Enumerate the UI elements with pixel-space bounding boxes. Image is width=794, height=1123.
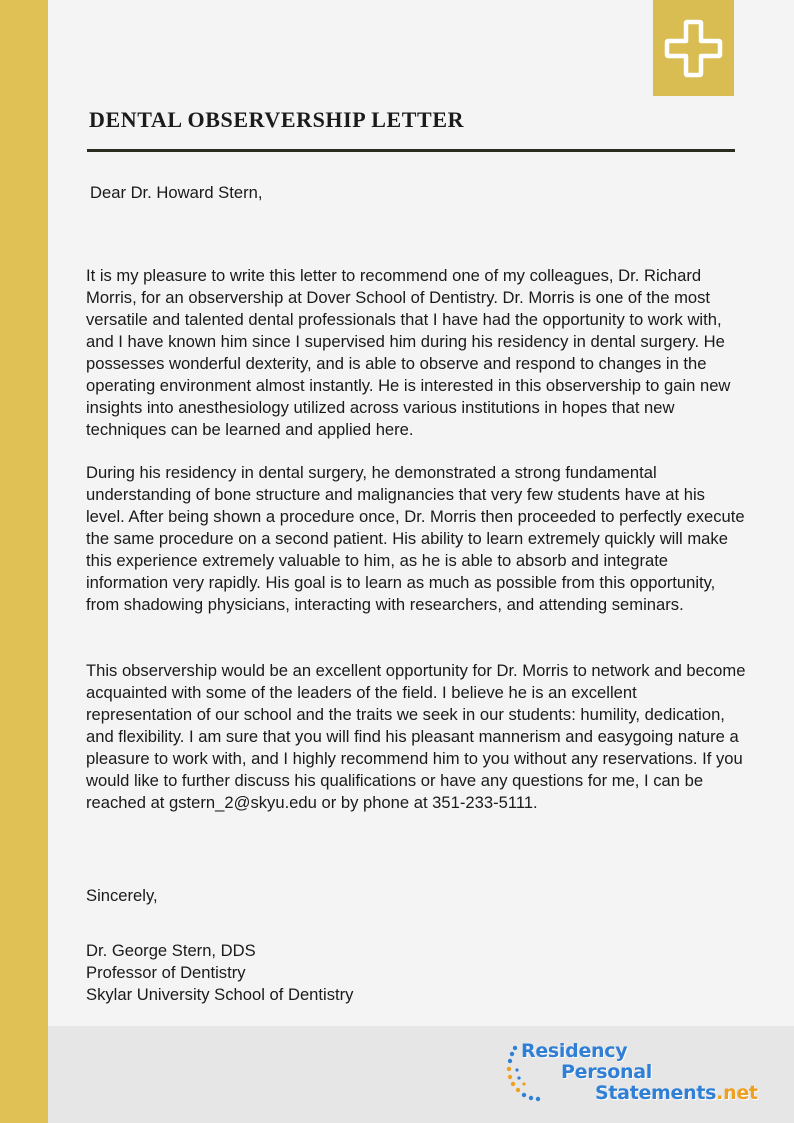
signer-position: Professor of Dentistry xyxy=(86,963,246,982)
signature-block xyxy=(86,940,353,1006)
signer-name: Dr. George Stern, DDS xyxy=(86,941,256,960)
title-divider xyxy=(87,149,735,152)
left-accent-bar xyxy=(0,0,48,1123)
salutation: Dear Dr. Howard Stern, xyxy=(90,183,263,202)
logo-text-residency: Residency xyxy=(521,1040,628,1062)
site-logo xyxy=(505,1040,775,1110)
logo-text-statements xyxy=(595,1084,758,1103)
signer-institution: Skylar University School of Dentistry xyxy=(86,985,354,1004)
body-paragraph-2: During his residency in dental surgery, he demonstrated a strong fundamental understanding of bone structure and malignancies that very few students have at his level. After being shown a procedure once, Dr. Morris then proceeded to perfectly execute the same procedure on a second patient. His ability to learn extremely quickly will make this experience extremely valuable to him, as he is able to absorb and integrate information very rapidly. His goal is to learn as much as possible from this opportunity, from shadowing physicians, interacting with researchers, and attending seminars. xyxy=(86,463,745,614)
logo-text-net: .net xyxy=(716,1082,758,1104)
closing: Sincerely, xyxy=(86,886,158,905)
plus-icon xyxy=(659,13,728,82)
body-paragraph-1: It is my pleasure to write this letter to recommend one of my colleagues, Dr. Richard Morris, for an observership at Dover School of Dentistry. Dr. Morris is one of the most versatile and talented dental professionals that I have had the opportunity to work with, and I have known him since I supervised him during his residency in dental surgery. He possesses wonderful dexterity, and is able to observe and respond to changes in the operating environment almost instantly. He is interested in this observership to gain new insights into anesthesiology utilized across various institutions in hopes that new techniques can be learned and applied here. xyxy=(86,266,731,439)
logo-text-personal: Personal xyxy=(561,1061,653,1083)
body-paragraph-3: This observership would be an excellent opportunity for Dr. Morris to network and become acquainted with some of the leaders of the field. I believe he is an excellent representation of our school and the traits we seek in our students: humility, dedication, and flexibility. I am sure that you will find his pleasant mannerism and easygoing nature a pleasure to work with, and I highly recommend him to you without any reservations. If you would like to further discuss his qualifications or have any questions for me, I can be reached at gstern_2@skyu.edu or by phone at 351-233-5111. xyxy=(86,661,746,812)
logo-text-statements-main: Statements xyxy=(595,1082,717,1104)
header-icon-box xyxy=(653,0,734,96)
letter-title: DENTAL OBSERVERSHIP LETTER xyxy=(89,107,465,132)
